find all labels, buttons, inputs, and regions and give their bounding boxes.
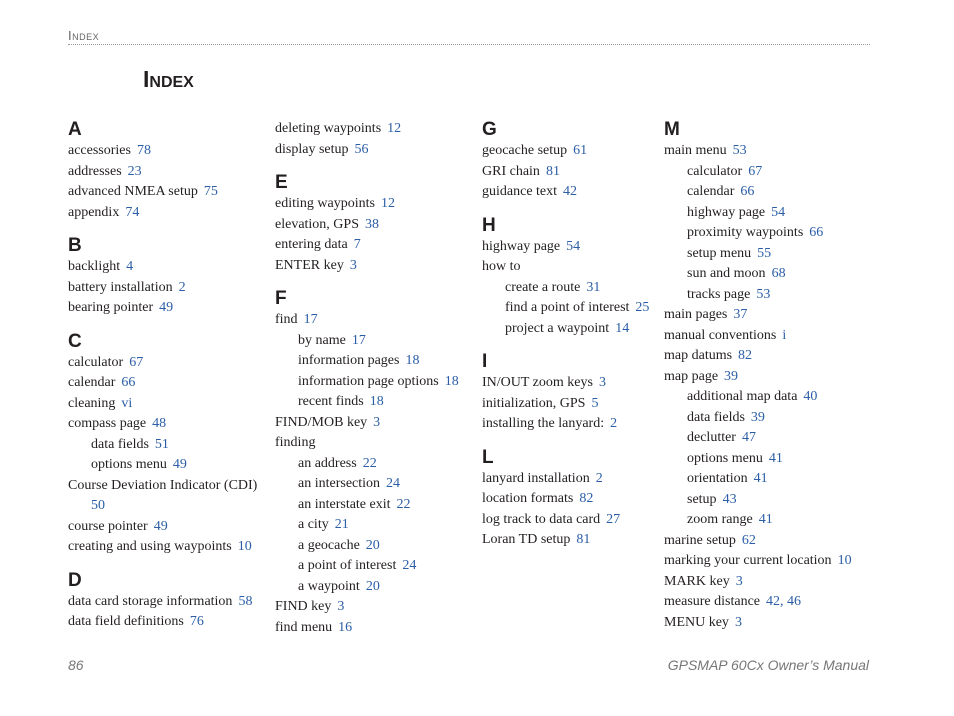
index-entry <box>482 489 662 510</box>
entry-term: bearing pointer <box>68 300 154 315</box>
index-entry <box>664 326 874 347</box>
page-reference-link[interactable]: 3 <box>373 414 381 430</box>
entry-term: zoom range <box>687 512 753 527</box>
page-reference-link[interactable]: 12 <box>387 121 402 136</box>
index-entry <box>664 592 874 613</box>
entry-term: elevation, GPS <box>275 216 359 232</box>
page-reference-link[interactable]: 40 <box>803 389 818 404</box>
index-subentry <box>275 331 475 352</box>
page-reference-link[interactable]: 68 <box>771 266 786 281</box>
page-number: 86 <box>68 657 84 673</box>
index-subentry <box>275 577 475 598</box>
page-reference-link[interactable]: 7 <box>353 237 361 252</box>
index-subentry <box>275 454 475 475</box>
running-head: Index <box>68 28 100 43</box>
index-entry <box>482 237 662 258</box>
index-subentry <box>664 162 874 183</box>
entry-term: an intersection <box>298 476 381 491</box>
page-reference-link[interactable]: 48 <box>152 416 167 431</box>
page-reference-link[interactable]: 21 <box>334 517 349 532</box>
entry-term: guidance text <box>482 184 558 199</box>
entry-term: FIND key <box>275 599 332 614</box>
entry-term: marine setup <box>664 532 736 548</box>
page-reference-link[interactable]: 2 <box>610 416 618 431</box>
entry-term: information page options <box>298 373 439 389</box>
header-divider <box>68 44 870 45</box>
index-subentry <box>664 449 874 470</box>
entry-term: a city <box>298 517 329 532</box>
entry-term: highway page <box>687 204 766 220</box>
entry-term: data field definitions <box>68 614 184 629</box>
entry-term: options menu <box>687 450 763 466</box>
page-reference-link[interactable]: 61 <box>573 143 588 158</box>
index-subentry <box>68 455 268 476</box>
page-reference-link[interactable]: 23 <box>127 163 142 179</box>
index-entry <box>275 194 475 215</box>
entry-term: find <box>275 312 298 327</box>
page-reference-link[interactable]: 2 <box>595 470 603 486</box>
entry-term: cleaning <box>68 395 116 411</box>
entry-term: finding <box>275 435 316 450</box>
page-reference-link[interactable]: 42 <box>563 184 578 199</box>
page-reference-link[interactable]: 62 <box>741 532 756 548</box>
entry-term: compass page <box>68 416 147 431</box>
section-letter: D <box>68 569 82 591</box>
page-reference-link[interactable]: 17 <box>303 312 318 327</box>
entry-term: create a route <box>505 279 581 295</box>
section-letter: A <box>68 119 82 140</box>
index-entry <box>664 141 874 162</box>
page-reference-link[interactable]: 39 <box>724 368 739 384</box>
page-reference-link[interactable]: 24 <box>402 558 417 573</box>
entry-term: find a point of interest <box>505 300 630 315</box>
page-reference-link[interactable]: 49 <box>172 457 187 472</box>
index-entry <box>68 517 268 538</box>
index-entry <box>68 162 268 183</box>
entry-term: map datums <box>664 348 733 363</box>
page-reference-link[interactable]: 66 <box>809 225 824 240</box>
index-entry <box>664 551 874 572</box>
entry-term: lanyard installation <box>482 470 590 486</box>
index-entry <box>482 141 662 162</box>
index-entry <box>482 414 662 435</box>
entry-term: an address <box>298 455 357 471</box>
index-entry <box>68 353 268 374</box>
page-reference-link[interactable]: 12 <box>380 196 395 211</box>
index-entry <box>482 469 662 490</box>
entry-term: MENU key <box>664 614 729 630</box>
page-reference-link[interactable]: 14 <box>615 320 630 336</box>
page-reference-link[interactable]: 41 <box>758 512 773 527</box>
page-reference-link[interactable]: 75 <box>203 184 218 199</box>
entry-term: installing the lanyard: <box>482 416 605 431</box>
entry-term: options menu <box>91 457 167 472</box>
index-entry <box>68 278 268 299</box>
entry-term: highway page <box>482 238 561 254</box>
index-entry <box>68 182 268 203</box>
index-subentry <box>664 408 874 429</box>
page-title: Index <box>143 66 194 92</box>
index-entry <box>664 305 874 326</box>
page-reference-link[interactable]: 2 <box>178 279 186 295</box>
index-subentry <box>664 469 874 490</box>
entry-term: addresses <box>68 163 122 179</box>
page-reference-link[interactable]: 18 <box>444 373 459 389</box>
page-reference-link[interactable]: 25 <box>635 300 650 315</box>
section-letter: M <box>664 119 680 140</box>
page-reference-link[interactable]: 41 <box>768 450 783 466</box>
page-reference-link[interactable]: 81 <box>576 532 591 547</box>
page-reference-link[interactable]: 10 <box>237 539 252 554</box>
index-column-1 <box>68 119 268 633</box>
entry-term: a geocache <box>298 537 360 553</box>
entry-term: a waypoint <box>298 578 360 594</box>
page-reference-link[interactable]: 54 <box>566 238 581 254</box>
section-letter: I <box>482 351 488 372</box>
entry-term: battery installation <box>68 279 173 295</box>
page-reference-link[interactable]: 54 <box>771 204 786 220</box>
entry-term: sun and moon <box>687 266 766 281</box>
page-reference-link[interactable]: 67 <box>129 354 144 370</box>
entry-term: map page <box>664 368 719 384</box>
entry-term: an interstate exit <box>298 496 391 512</box>
page-reference-link[interactable]: 50 <box>91 498 105 513</box>
page-reference-link[interactable]: 20 <box>365 537 380 553</box>
entry-term: marking your current location <box>664 553 832 568</box>
index-entry <box>482 530 662 551</box>
page-reference-link[interactable]: 22 <box>396 496 411 512</box>
index-entry <box>664 346 874 367</box>
page-reference-link[interactable]: 55 <box>757 245 772 261</box>
index-subentry <box>275 372 475 393</box>
page-reference-link[interactable]: 47 <box>741 430 756 445</box>
page-reference-link[interactable]: 5 <box>591 395 599 411</box>
entry-term: data card storage information <box>68 593 233 609</box>
index-subentry <box>664 203 874 224</box>
page-reference-link[interactable]: 82 <box>738 348 753 363</box>
index-subentry <box>664 182 874 203</box>
entry-term: ENTER key <box>275 257 344 273</box>
page-reference-link[interactable]: 78 <box>136 143 151 158</box>
page-reference-link[interactable]: 38 <box>365 216 379 232</box>
index-entry <box>275 119 475 140</box>
page-reference-link[interactable]: 10 <box>837 553 852 568</box>
page-reference-link[interactable]: 22 <box>362 455 377 471</box>
section-letter: B <box>68 235 82 256</box>
index-entry <box>275 235 475 256</box>
entry-term: data fields <box>91 436 149 452</box>
index-subentry <box>482 278 662 299</box>
entry-term: deleting waypoints <box>275 121 382 136</box>
index-entry <box>275 413 475 434</box>
page-reference-link[interactable]: 18 <box>405 353 420 368</box>
index-entry <box>664 613 874 634</box>
entry-term: calculator <box>687 163 743 179</box>
entry-term: MARK key <box>664 573 730 589</box>
page-reference-link[interactable]: 16 <box>338 619 353 635</box>
index-subentry <box>275 495 475 516</box>
section-letter: H <box>482 214 496 236</box>
page-reference-link[interactable]: 53 <box>732 143 747 158</box>
index-subentry <box>664 223 874 244</box>
entry-term: proximity waypoints <box>687 225 804 240</box>
index-entry <box>68 496 268 517</box>
section-letter: F <box>275 288 287 309</box>
index-entry <box>275 256 475 277</box>
index-entry <box>275 618 475 639</box>
index-subentry <box>664 285 874 306</box>
entry-term: main pages <box>664 307 728 322</box>
entry-term: tracks page <box>687 286 751 302</box>
index-subentry <box>664 428 874 449</box>
index-subentry <box>664 490 874 511</box>
entry-term: editing waypoints <box>275 196 375 211</box>
index-entry <box>275 215 475 236</box>
index-entry <box>68 612 268 633</box>
entry-term: recent finds <box>298 394 364 409</box>
index-entry <box>68 203 268 224</box>
index-column-4 <box>664 119 874 633</box>
entry-term: calculator <box>68 354 124 370</box>
entry-term: a point of interest <box>298 558 397 573</box>
index-entry <box>68 257 268 278</box>
index-entry <box>482 394 662 415</box>
entry-term: manual conventions <box>664 327 777 343</box>
page-reference-link[interactable]: 39 <box>750 409 765 425</box>
page-reference-link[interactable]: 20 <box>365 578 380 594</box>
page-reference-link[interactable]: 66 <box>740 184 755 199</box>
entry-term: creating and using waypoints <box>68 539 232 554</box>
page-reference-link[interactable]: 18 <box>369 394 384 409</box>
page-reference-link[interactable]: 31 <box>586 279 601 295</box>
page-reference-link[interactable]: vi <box>121 395 133 411</box>
page-reference-link[interactable]: 49 <box>153 518 168 534</box>
entry-term: geocache setup <box>482 143 568 158</box>
section-letter: E <box>275 172 288 193</box>
index-entry <box>664 572 874 593</box>
entry-term: declutter <box>687 430 736 445</box>
page-reference-link[interactable]: 67 <box>748 163 763 179</box>
index-entry <box>68 298 268 319</box>
index-entry <box>275 140 475 161</box>
index-entry <box>68 141 268 162</box>
entry-term: main menu <box>664 143 727 158</box>
index-entry <box>68 414 268 435</box>
entry-term: log track to data card <box>482 511 601 527</box>
index-subentry <box>275 515 475 536</box>
entry-term: appendix <box>68 204 120 220</box>
index-subentry <box>664 244 874 265</box>
entry-term: data fields <box>687 409 745 425</box>
entry-term: how to <box>482 259 521 274</box>
entry-term: advanced NMEA setup <box>68 184 198 199</box>
index-subentry <box>275 351 475 372</box>
index-entry <box>275 597 475 618</box>
entry-term: orientation <box>687 471 748 486</box>
page-reference-link[interactable]: 82 <box>579 491 594 506</box>
page-reference-link[interactable]: 41 <box>753 471 768 486</box>
entry-term: initialization, GPS <box>482 395 586 411</box>
entry-term: by name <box>298 332 346 348</box>
entry-term: backlight <box>68 259 121 274</box>
page-reference-link[interactable]: 3 <box>735 573 743 589</box>
index-entry <box>482 257 662 278</box>
index-subentry <box>275 474 475 495</box>
page-reference-link[interactable]: 66 <box>121 375 136 390</box>
index-entry <box>68 373 268 394</box>
page-reference-link[interactable]: 37 <box>733 307 748 322</box>
entry-term: Loran TD setup <box>482 532 571 547</box>
page-reference-link[interactable]: 56 <box>354 141 369 157</box>
entry-term: course pointer <box>68 518 148 534</box>
index-entry <box>664 367 874 388</box>
index-subentry <box>482 298 662 319</box>
page-reference-link[interactable]: 3 <box>349 257 357 273</box>
page-reference-link[interactable]: 42, 46 <box>766 594 802 609</box>
index-entry <box>664 531 874 552</box>
entry-term: Course Deviation Indicator (CDI) <box>68 477 258 493</box>
entry-term: display setup <box>275 141 349 157</box>
page-reference-link[interactable]: 3 <box>734 614 742 630</box>
entry-term: IN/OUT zoom keys <box>482 375 593 390</box>
entry-term: setup menu <box>687 245 752 261</box>
entry-term: measure distance <box>664 594 761 609</box>
page-reference-link[interactable]: i <box>782 327 787 343</box>
index-subentry <box>68 435 268 456</box>
manual-title: GPSMAP 60Cx Owner’s Manual <box>667 657 869 673</box>
page-reference-link[interactable]: 24 <box>386 476 401 491</box>
page-reference-link[interactable]: 58 <box>238 593 253 609</box>
page-reference-link[interactable]: 3 <box>337 599 345 614</box>
page-reference-link[interactable]: 3 <box>598 375 606 390</box>
index-entry <box>482 182 662 203</box>
index-entry <box>68 592 268 613</box>
entry-term: find menu <box>275 619 333 635</box>
index-subentry <box>275 392 475 413</box>
index-subentry <box>664 264 874 285</box>
index-subentry <box>664 510 874 531</box>
index-column-3 <box>482 119 662 551</box>
section-letter: G <box>482 119 497 140</box>
entry-term: calendar <box>68 375 116 390</box>
entry-term: GRI chain <box>482 163 540 179</box>
index-subentry <box>664 387 874 408</box>
entry-term: additional map data <box>687 389 798 404</box>
index-subentry <box>482 319 662 340</box>
page-reference-link[interactable]: 43 <box>722 491 737 507</box>
index-column-2 <box>275 119 475 638</box>
page-reference-link[interactable]: 53 <box>756 286 771 302</box>
index-subentry <box>275 556 475 577</box>
page-reference-link[interactable]: 76 <box>189 614 204 629</box>
index-entry <box>482 510 662 531</box>
entry-term: entering data <box>275 237 348 252</box>
section-letter: C <box>68 330 82 352</box>
page-reference-link[interactable]: 74 <box>125 204 140 220</box>
index-entry <box>482 373 662 394</box>
page-reference-link[interactable]: 17 <box>351 332 366 348</box>
index-entry <box>275 433 475 454</box>
index-subentry <box>275 536 475 557</box>
page-reference-link[interactable]: 49 <box>159 300 174 315</box>
index-entry <box>68 394 268 415</box>
page-reference-link[interactable]: 51 <box>154 436 169 452</box>
entry-term: setup <box>687 491 717 507</box>
entry-term: project a waypoint <box>505 320 610 336</box>
entry-term: location formats <box>482 491 574 506</box>
index-entry <box>275 310 475 331</box>
index-entry <box>68 537 268 558</box>
page-reference-link[interactable]: 4 <box>126 259 134 274</box>
page-reference-link[interactable]: 81 <box>545 163 560 179</box>
entry-term: calendar <box>687 184 735 199</box>
entry-term: accessories <box>68 143 131 158</box>
entry-term: FIND/MOB key <box>275 414 368 430</box>
index-entry <box>482 162 662 183</box>
index-entry <box>68 476 268 497</box>
page-reference-link[interactable]: 27 <box>606 511 621 527</box>
section-letter: L <box>482 446 494 468</box>
entry-term: information pages <box>298 353 400 368</box>
